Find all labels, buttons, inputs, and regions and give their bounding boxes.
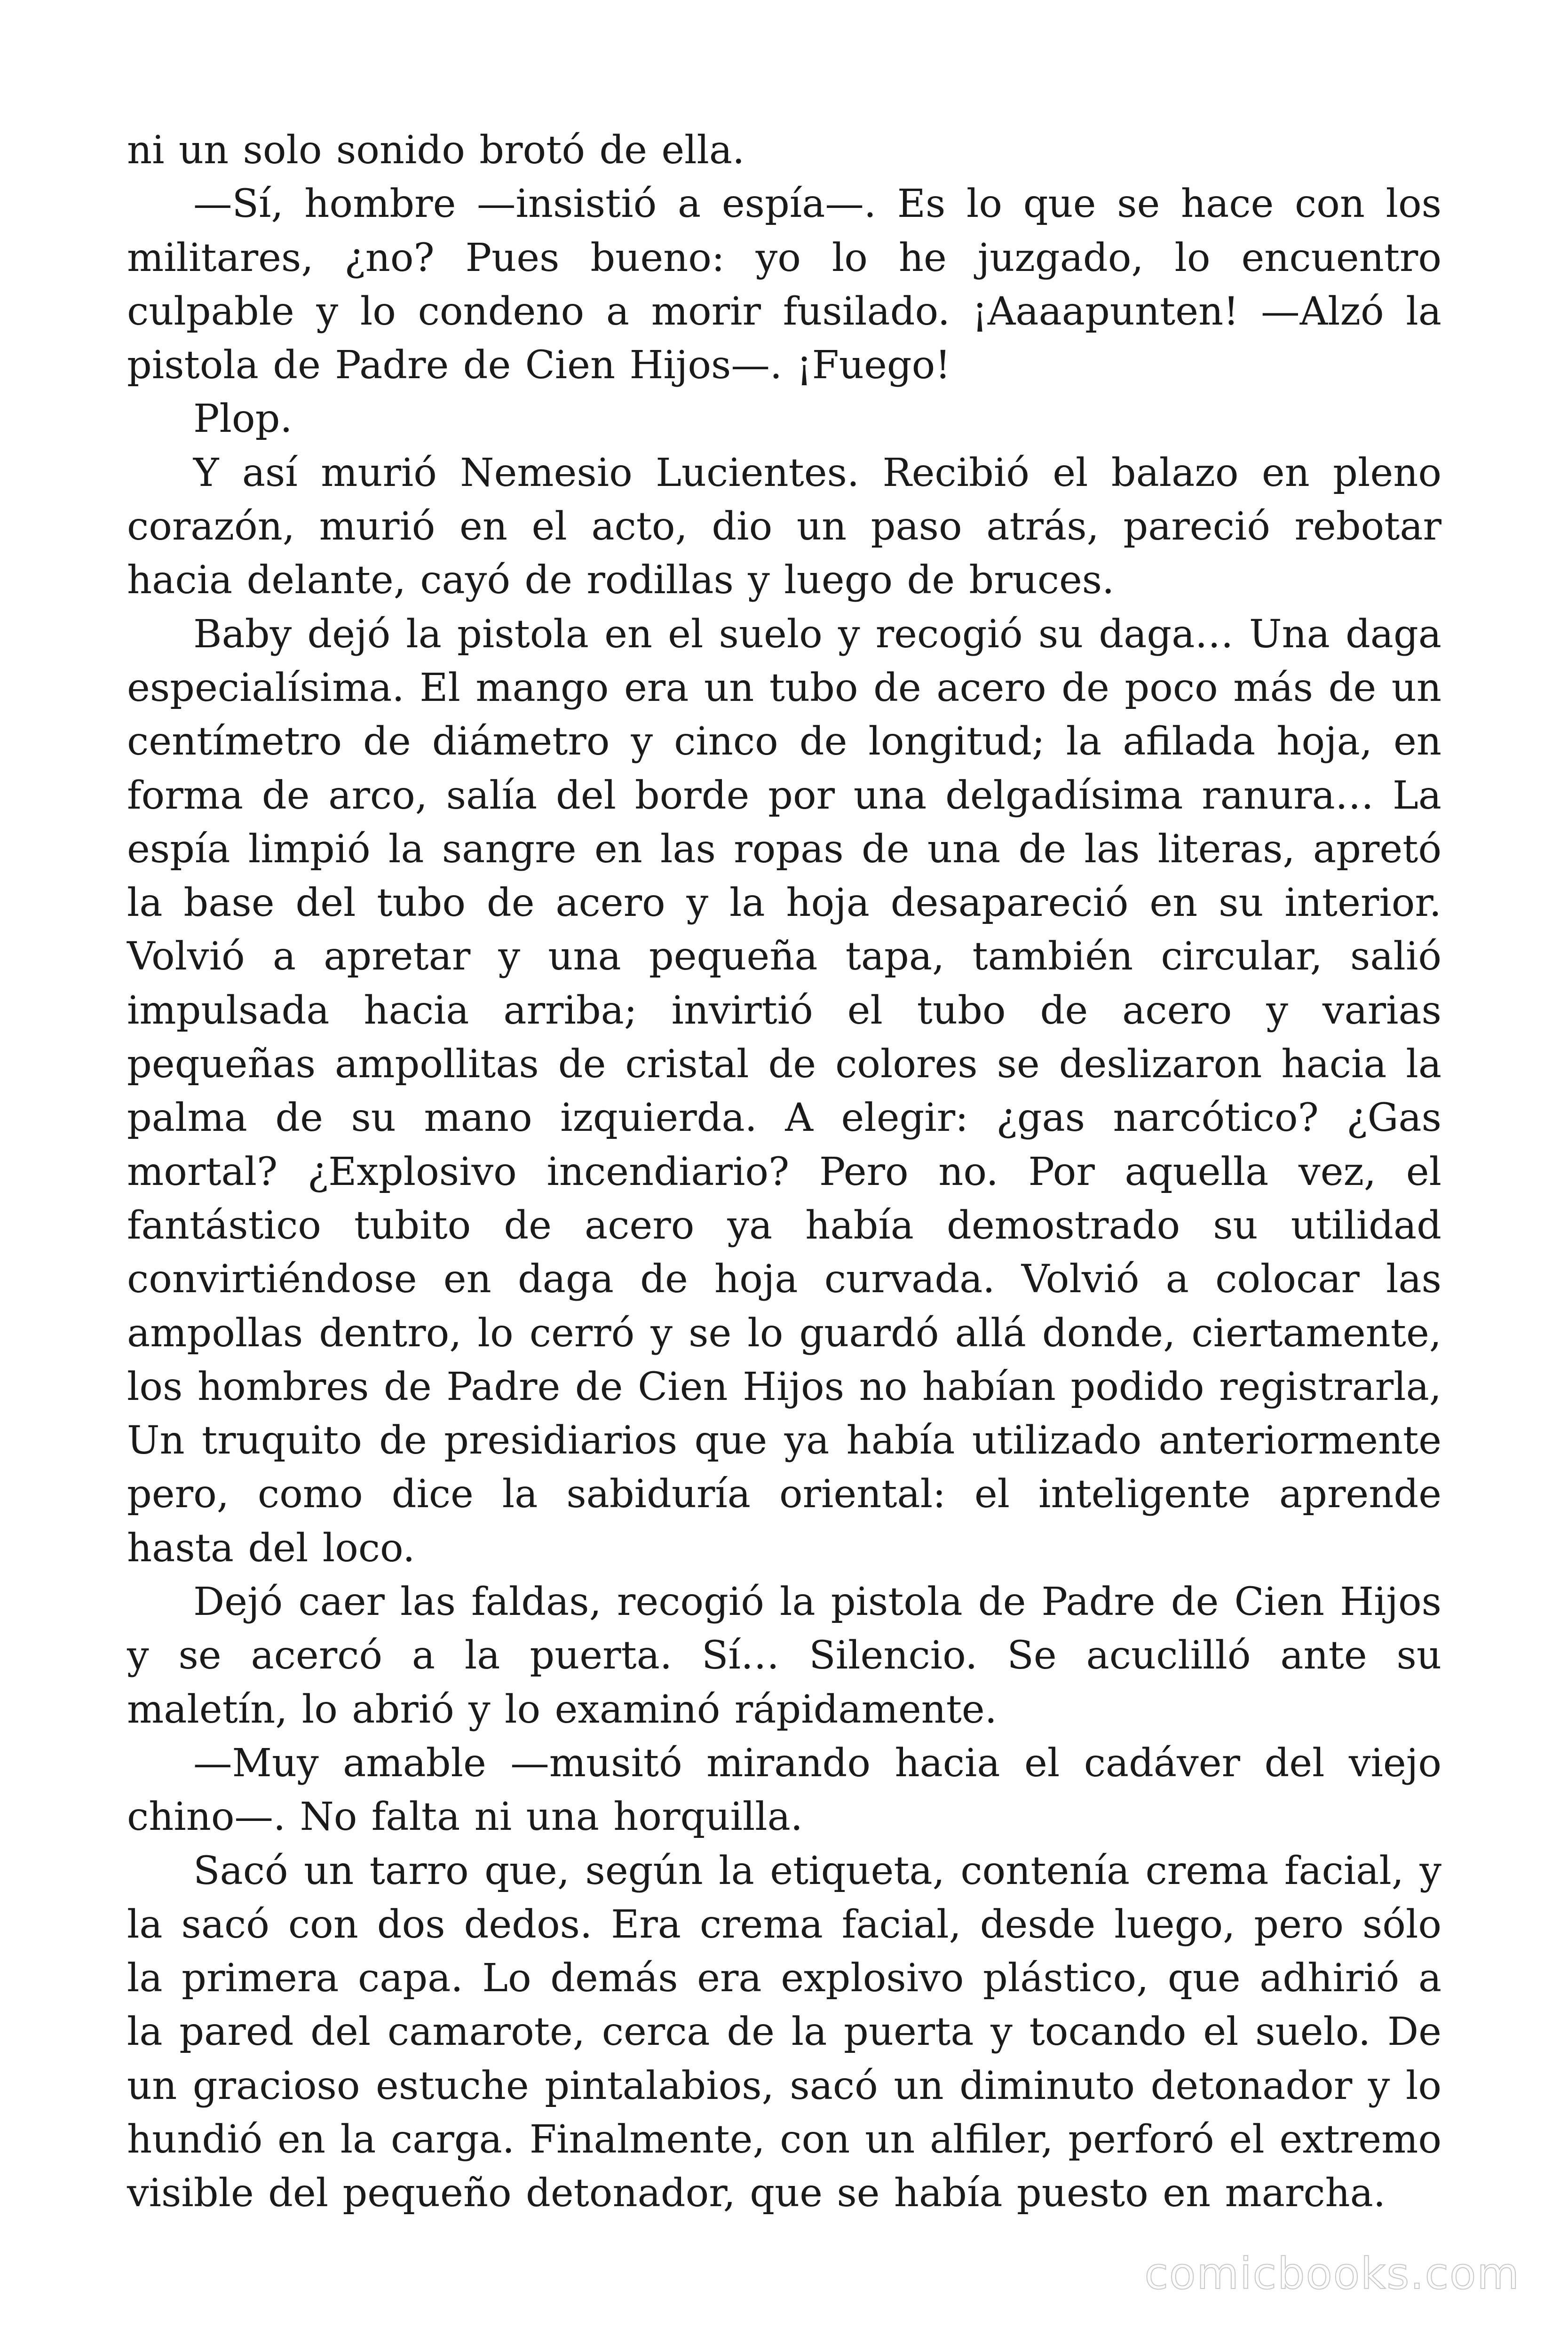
- paragraph: Dejó caer las faldas, recogió la pistola de Padre de Cien Hijos y se acercó a la puerta. Sí… Silencio. Se acuclilló ante su maletín, lo abrió y lo examinó rápidamente.: [127, 1579, 1441, 1732]
- paragraph: —Sí, hombre —insistió a espía—. Es lo que se hace con los militares, ¿no? Pues bueno: yo lo he juzgado, lo encuentro culpable y lo condeno a morir fusilado. ¡Aaaapunten! —Alzó la pistola de Padre de Cien Hijos—. ¡Fuego!: [127, 181, 1441, 388]
- paragraph: Baby dejó la pistola en el suelo y recogió su daga… Una daga especialísima. El mango era un tubo de acero de poco más de un centímetro de diámetro y cinco de longitud; la afilada hoja, en forma de arco, salía del borde por una delgadísima ranura… La espía limpió la sangre en las ropas de una de las literas, apretó la base del tubo de acero y la hoja desapareció en su interior. Volvió a apretar y una pequeña tapa, también circular, salió impulsada hacia arriba; invirtió el tubo de acero y varias pequeñas ampollitas de cristal de colores se deslizaron hacia la palma de su mano izquierda. A elegir: ¿gas narcótico? ¿Gas mortal? ¿Explosivo incendiario? Pero no. Por aquella vez, el fantástico tubito de acero ya había demostrado su utilidad convirtiéndose en daga de hoja curvada. Volvió a colocar las ampollas dentro, lo cerró y se lo guardó allá donde, ciertamente, los hombres de Padre de Cien Hijos no habían podido registrarla, Un truquito de presidiarios que ya había utilizado anteriormente pero, como dice la sabiduría oriental: el inteligente aprende hasta del loco.: [127, 611, 1441, 1571]
- paragraph: —Muy amable —musitó mirando hacia el cadáver del viejo chino—. No falta ni una horquilla.: [127, 1740, 1441, 1840]
- paragraph: ni un solo sonido brotó de ella.: [127, 127, 745, 173]
- paragraph: Y así murió Nemesio Lucientes. Recibió el balazo en pleno corazón, murió en el acto, dio un paso atrás, pareció rebotar hacia delante, cayó de rodillas y luego de bruces.: [127, 450, 1441, 603]
- paragraph: Sacó un tarro que, según la etiqueta, contenía crema facial, y la sacó con dos dedos. Era crema facial, desde luego, pero sólo la primera capa. Lo demás era explosivo plástico, que adhirió a la pared del camarote, cerca de la puerta y tocando el suelo. De un gracioso estuche pintalabios, sacó un diminuto detonador y lo hundió en la carga. Finalmente, con un alfiler, perforó el extremo visible del pequeño detonador, que se había puesto en marcha.: [127, 1848, 1441, 2216]
- watermark: comicbooks.com: [1144, 2249, 1520, 2299]
- paragraph: Plop.: [193, 396, 293, 442]
- body-text: [127, 123, 1441, 2220]
